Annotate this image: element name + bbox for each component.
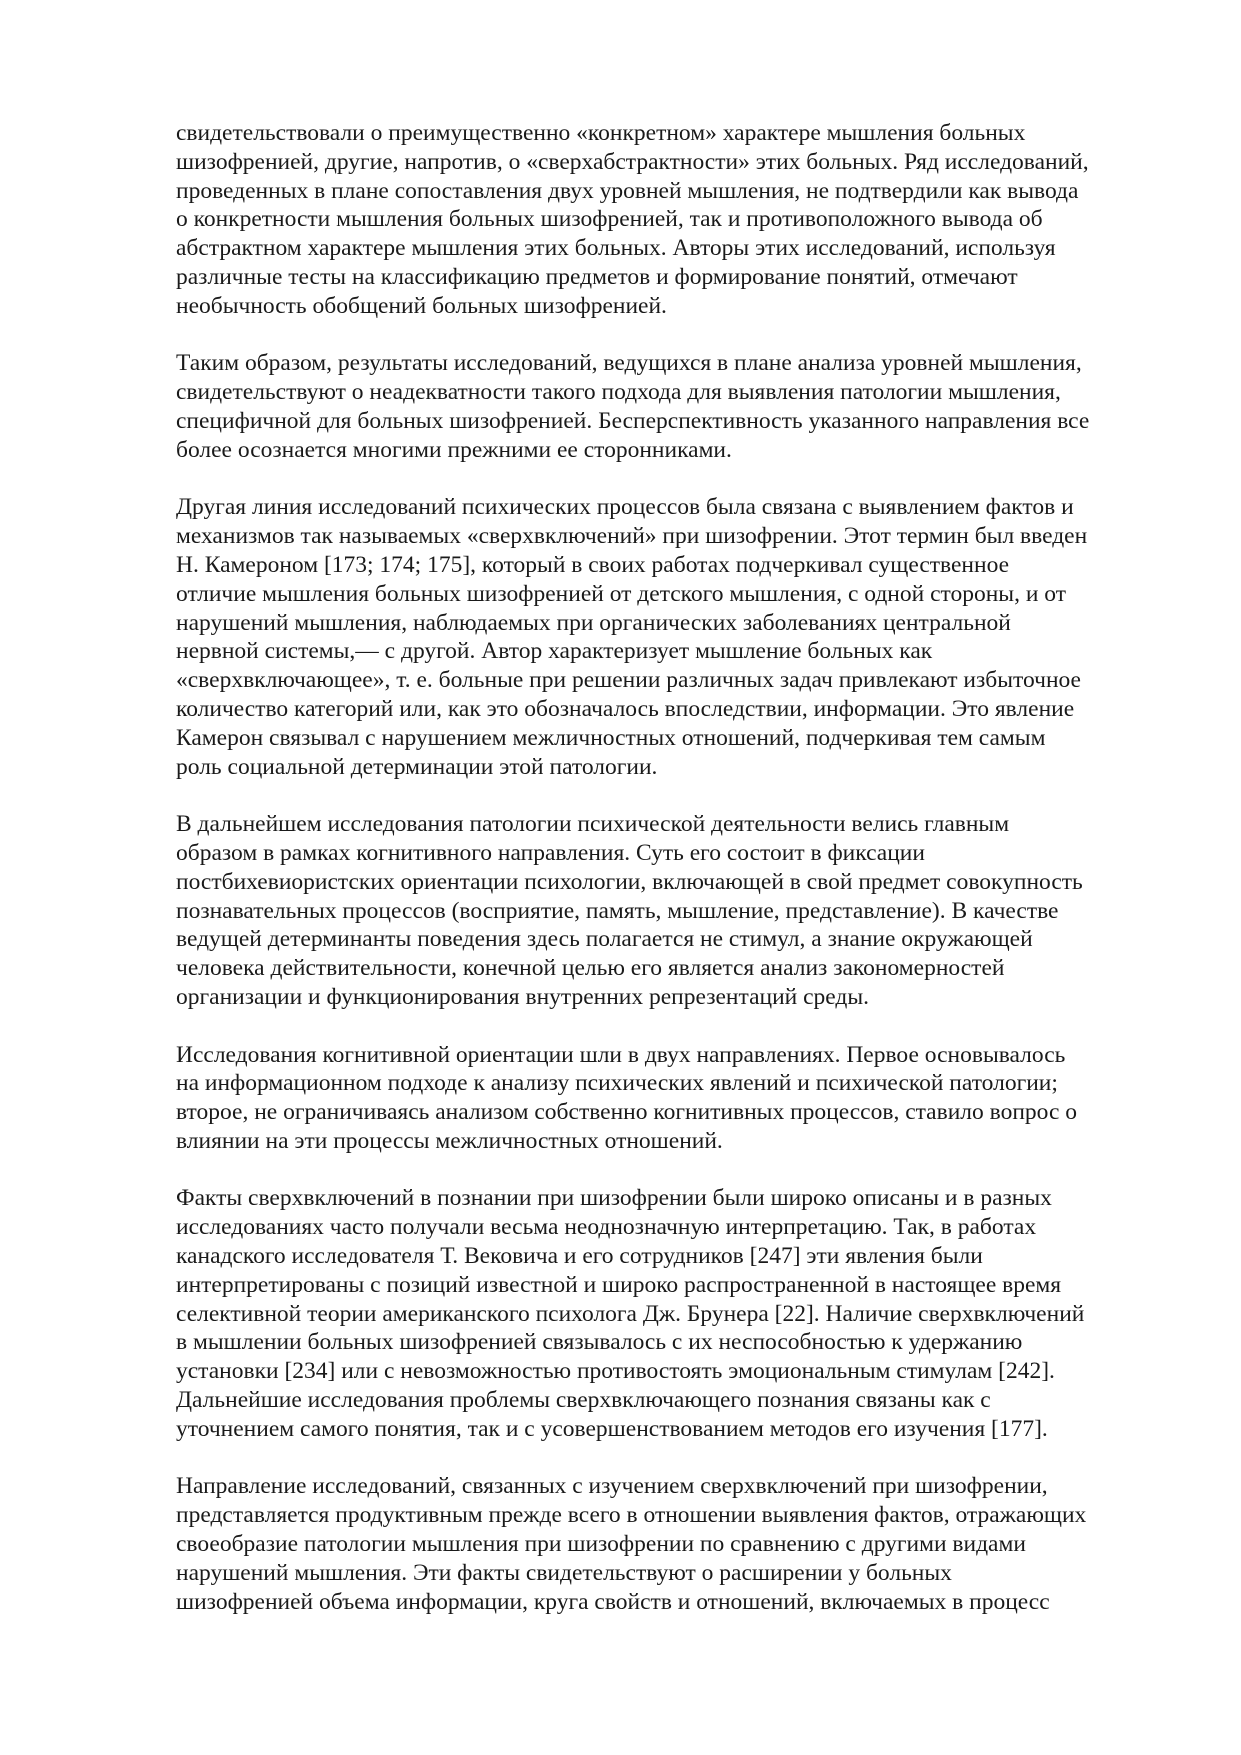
- paragraph: [176, 1184, 1176, 1443]
- text-line: абстрактном характере мышления этих больных. Авторы этих исследований, используя: [176, 235, 1056, 262]
- text-line: нарушений мышления, наблюдаемых при органических заболеваниях центральной: [176, 609, 1011, 636]
- text-line: второе, не ограничиваясь анализом собственно когнитивных процессов, ставило вопрос о: [176, 1099, 1078, 1126]
- text-line: Направление исследований, связанных с изучением сверхвключений при шизофрении,: [176, 1473, 1048, 1500]
- text-line: интерпретированы с позиций известной и широко распространенной в настоящее время: [176, 1271, 1062, 1298]
- text-line: проведенных в плане сопоставления двух уровней мышления, не подтвердили как вывода: [176, 177, 1079, 204]
- text-line: шизофренией, другие, напротив, о «сверхабстрактности» этих больных. Ряд исследований,: [176, 148, 1089, 175]
- text-line: на информационном подходе к анализу психических явлений и психической патологии;: [176, 1070, 1058, 1097]
- text-line: селективной теории американского психолога Дж. Брунера [22]. Наличие сверхвключений: [176, 1300, 1085, 1327]
- text-line: Исследования когнитивной ориентации шли в двух направлениях. Первое основывалось: [176, 1041, 1066, 1068]
- text-line: Дальнейшие исследования проблемы сверхвключающего познания связаны как с: [176, 1387, 991, 1414]
- text-line: представляется продуктивным прежде всего в отношении выявления фактов, отражающих: [176, 1502, 1087, 1529]
- paragraph: [176, 810, 1176, 1012]
- paragraph: [176, 119, 1176, 321]
- text-line: канадского исследователя Т. Вековича и его сотрудников [247] эти явления были: [176, 1243, 983, 1270]
- text-line: специфичной для больных шизофренией. Бесперспективность указанного направления все: [176, 407, 1090, 434]
- text-line: более осознается многими прежними ее сторонниками.: [176, 436, 732, 463]
- text-line: шизофренией объема информации, круга свойств и отношений, включаемых в процесс: [176, 1588, 1050, 1615]
- text-line: свидетельствовали о преимущественно «конкретном» характере мышления больных: [176, 120, 1026, 146]
- paragraph: [176, 349, 1176, 464]
- text-line: ведущей детерминанты поведения здесь полагается не стимул, а знание окружающей: [176, 926, 1033, 953]
- paragraph: [176, 1041, 1176, 1156]
- text-line: Таким образом, результаты исследований, ведущихся в плане анализа уровней мышления,: [176, 350, 1082, 377]
- text-line: человека действительности, конечной целью его является анализ закономерностей: [176, 955, 1005, 982]
- paragraph: [176, 1472, 1176, 1616]
- text-line: организации и функционирования внутренних репрезентаций среды.: [176, 983, 870, 1010]
- body-text: [176, 119, 1176, 1645]
- text-line: различные тесты на классификацию предметов и формирование понятий, отмечают: [176, 263, 1018, 290]
- text-line: установки [234] или с невозможностью противостоять эмоциональным стимулам [242].: [176, 1358, 1055, 1385]
- text-line: в мышлении больных шизофренией связывалось с их неспособностью к удержанию: [176, 1329, 1023, 1356]
- text-line: постбихевиористских ориентации психологии, включающей в свой предмет совокупность: [176, 868, 1083, 895]
- text-line: Другая линия исследований психических процессов была связана с выявлением фактов и: [176, 494, 1074, 521]
- text-line: образом в рамках когнитивного направления. Суть его состоит в фиксации: [176, 839, 925, 866]
- paragraph: [176, 493, 1176, 781]
- text-line: «сверхвключающее», т. е. больные при решении различных задач привлекают избыточное: [176, 667, 1081, 694]
- text-line: роль социальной детерминации этой патологии.: [176, 753, 658, 780]
- text-line: нервной системы,— с другой. Автор характеризует мышление больных как: [176, 638, 933, 665]
- text-line: познавательных процессов (восприятие, память, мышление, представление). В качестве: [176, 897, 1059, 924]
- text-line: количество категорий или, как это обозначалось впоследствии, информации. Это явление: [176, 695, 1075, 722]
- text-line: В дальнейшем исследования патологии психической деятельности велись главным: [176, 811, 1010, 838]
- text-line: влиянии на эти процессы межличностных отношений.: [176, 1127, 723, 1154]
- text-line: нарушений мышления. Эти факты свидетельствуют о расширении у больных: [176, 1559, 952, 1586]
- text-line: Факты сверхвключений в познании при шизофрении были широко описаны и в разных: [176, 1185, 1052, 1212]
- text-line: своеобразие патологии мышления при шизофрении по сравнению с другими видами: [176, 1531, 1026, 1558]
- text-line: исследованиях часто получали весьма неоднозначную интерпретацию. Так, в работах: [176, 1214, 1037, 1241]
- text-line: уточнением самого понятия, так и с усовершенствованием методов его изучения [177].: [176, 1415, 1048, 1442]
- text-line: механизмов так называемых «сверхвключений» при шизофрении. Этот термин был введен: [176, 523, 1088, 550]
- text-line: о конкретности мышления больных шизофренией, так и противоположного вывода об: [176, 206, 1043, 233]
- text-line: отличие мышления больных шизофренией от детского мышления, с одной стороны, и от: [176, 580, 1066, 607]
- text-line: Камерон связывал с нарушением межличностных отношений, подчеркивая тем самым: [176, 724, 1046, 751]
- text-line: свидетельствуют о неадекватности такого подхода для выявления патологии мышления,: [176, 379, 1061, 406]
- text-line: Н. Камероном [173; 174; 175], который в своих работах подчеркивал существенное: [176, 551, 1010, 578]
- text-line: необычность обобщений больных шизофренией.: [176, 292, 667, 319]
